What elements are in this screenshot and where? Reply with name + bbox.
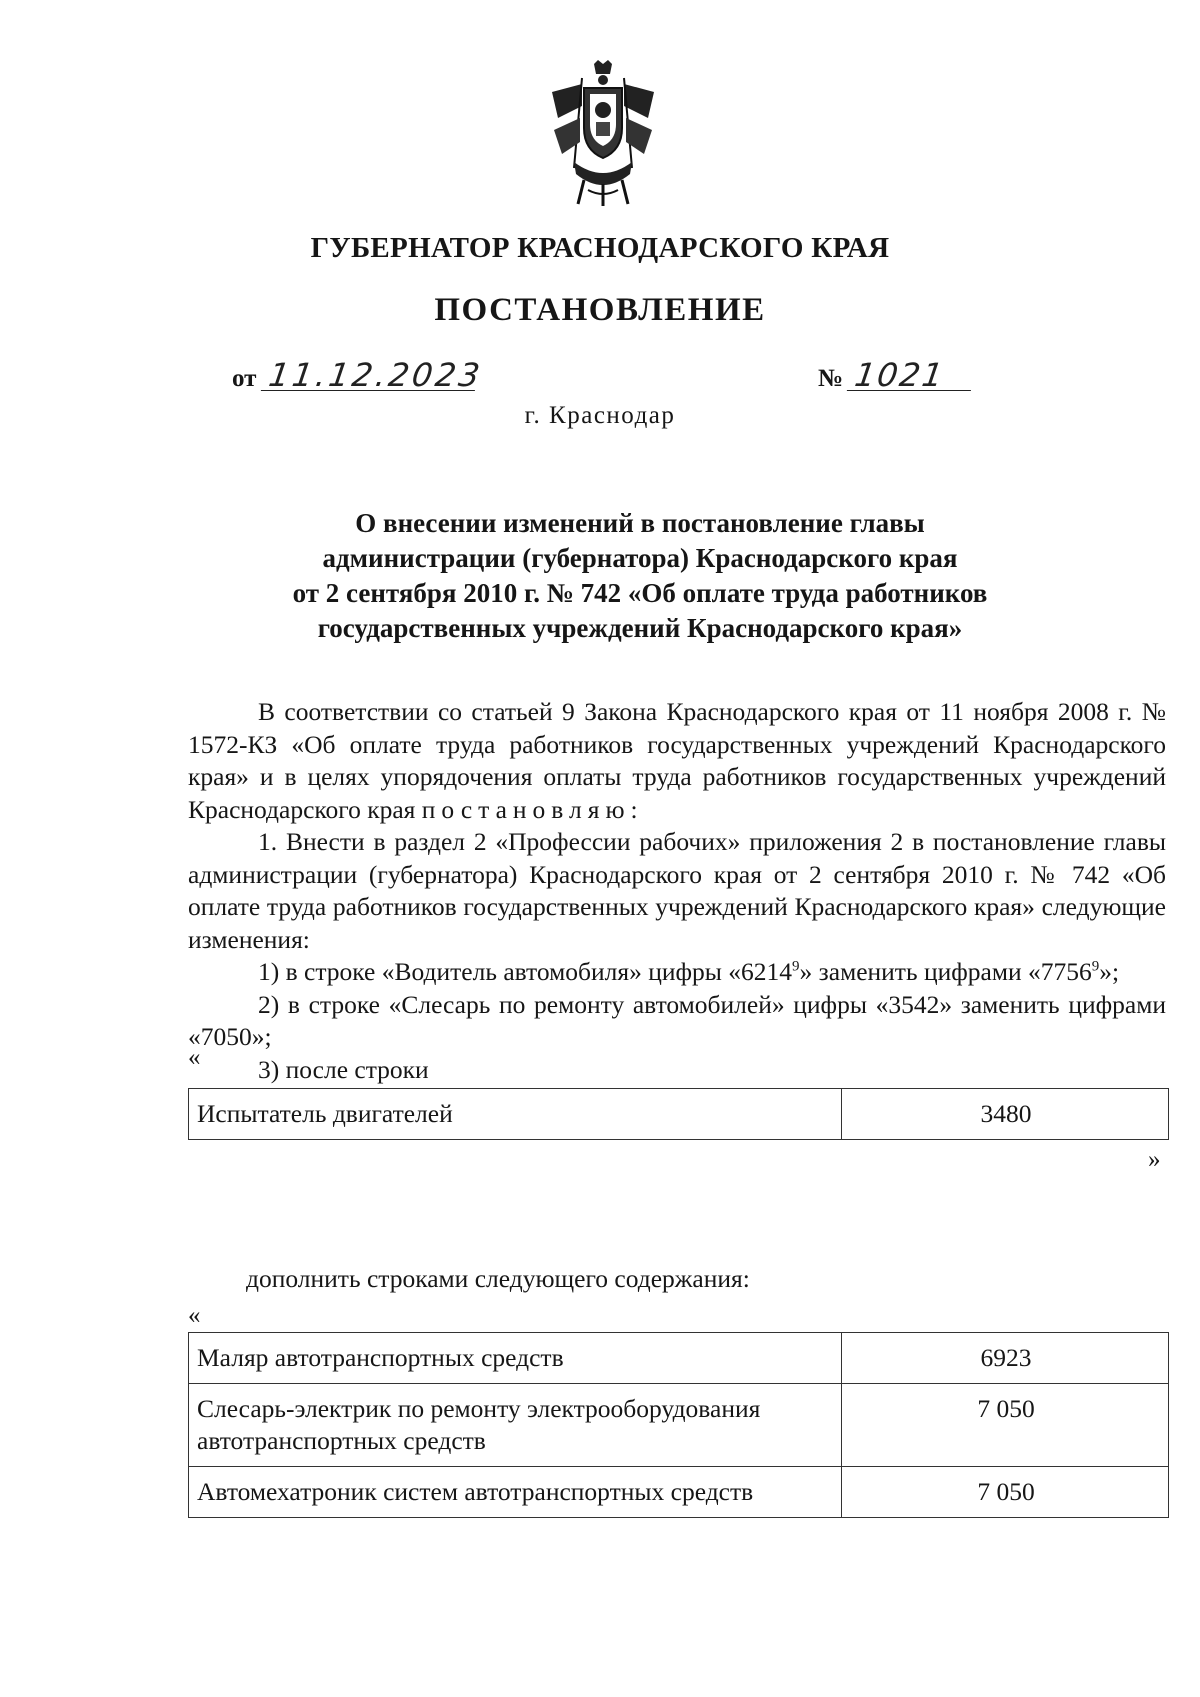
salary-cell: 3480 (842, 1089, 1169, 1140)
document-title (280, 506, 1000, 646)
close-quote: » (1148, 1146, 1161, 1173)
salary-cell: 6923 (842, 1333, 1169, 1384)
table-new-rows (188, 1332, 1169, 1518)
title-line: администрации (губернатора) Краснодарского края (322, 543, 958, 573)
intro-text: В соответствии со статьей 9 Закона Краснодарского края от 11 ноября 2008 г. № 1572-КЗ «Об оплате труда работников государственных учреждений Краснодарского края» и в целях упорядочения оплаты труда работников государственных учреждений Краснодарского края (188, 697, 1166, 824)
profession-cell: Испытатель двигателей (189, 1089, 842, 1140)
open-quote: « (188, 1044, 201, 1071)
salary-cell: 7 050 (842, 1467, 1169, 1518)
table-row (189, 1089, 1169, 1140)
subitem-1-text-a: 1) в строке «Водитель автомобиля» цифры «6214 (258, 957, 793, 986)
table-row (189, 1384, 1169, 1467)
superscript: 9 (1091, 958, 1100, 975)
subitem-2-paragraph: 2) в строке «Слесарь по ремонту автомобилей» цифры «3542» заменить цифрами «7050»; (188, 989, 1166, 1051)
resolve-word: постановляю: (421, 794, 644, 824)
table-after-row (188, 1088, 1169, 1140)
number-line (818, 356, 973, 394)
subitem-1-text-b: » заменить цифрами «7756 (799, 957, 1092, 986)
superscript: 9 (792, 958, 800, 975)
table-row (189, 1467, 1169, 1518)
issuing-authority: ГУБЕРНАТОР КРАСНОДАРСКОГО КРАЯ (310, 232, 890, 264)
title-line: О внесении изменений в постановление главы (355, 508, 925, 538)
intro-paragraph (188, 696, 1166, 826)
profession-cell: Маляр автотранспортных средств (189, 1333, 842, 1384)
city: г. Краснодар (524, 402, 676, 429)
date-prefix: от (232, 365, 257, 392)
date-line (232, 356, 485, 394)
item-1-paragraph: 1. Внести в раздел 2 «Профессии рабочих» приложения 2 в постановление главы администрации (губернатора) Краснодарского края от 2 сентября 2010 г. № 742 «Об оплате труда работников государственных учреждений Краснодарского края» следующие изменения: (188, 827, 1166, 954)
number-prefix: № (818, 365, 844, 392)
document-body (188, 696, 1166, 1086)
handwritten-number: 1021 (847, 360, 975, 391)
subitem-1-paragraph (188, 956, 1166, 989)
coat-of-arms-emblem (544, 58, 662, 208)
salary-cell: 7 050 (842, 1384, 1169, 1467)
table-row (189, 1333, 1169, 1384)
title-line: государственных учреждений Краснодарского края» (317, 613, 963, 643)
subitem-3-paragraph: 3) после строки (258, 1054, 429, 1084)
profession-cell: Слесарь-электрик по ремонту электрооборудования автотранспортных средств (189, 1384, 842, 1467)
document-type: ПОСТАНОВЛЕНИЕ (434, 292, 766, 328)
handwritten-date: 11.12.2023 (261, 360, 479, 391)
title-line: от 2 сентября 2010 г. № 742 «Об оплате труда работников (292, 578, 988, 608)
subitem-1-text-c: »; (1099, 957, 1120, 986)
open-quote: « (188, 1302, 201, 1329)
supplement-text: дополнить строками следующего содержания: (246, 1264, 750, 1293)
profession-cell: Автомехатроник систем автотранспортных средств (189, 1467, 842, 1518)
